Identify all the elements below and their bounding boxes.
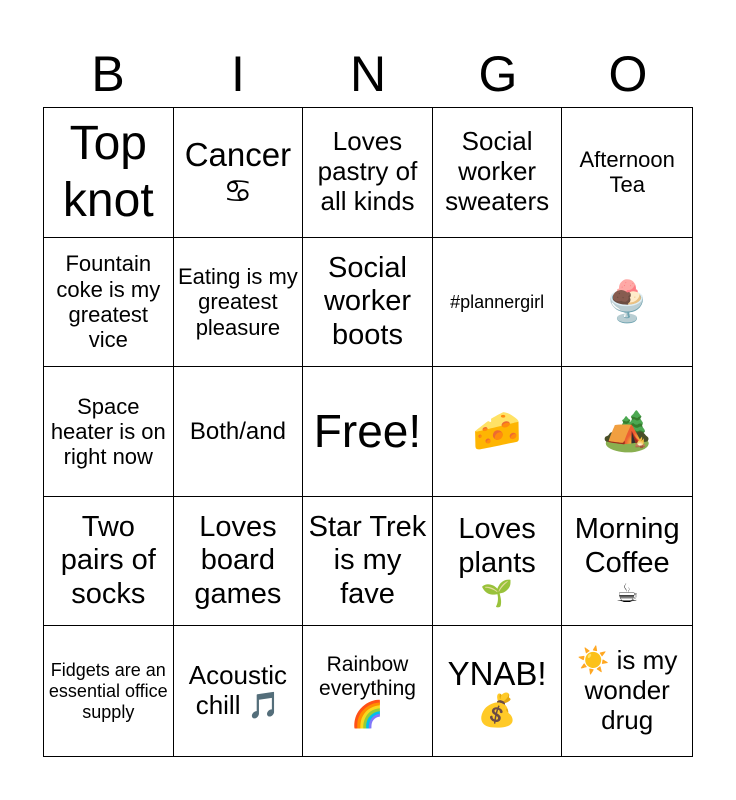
bingo-cell[interactable] bbox=[433, 626, 563, 756]
title-letter-i: I bbox=[231, 46, 245, 102]
cell-text: ☀️ is my wonder drug bbox=[577, 645, 678, 736]
title-letter-g: G bbox=[478, 46, 518, 102]
title-letter-n: N bbox=[349, 46, 387, 102]
bingo-cell[interactable] bbox=[44, 238, 174, 368]
bingo-cell[interactable] bbox=[303, 108, 433, 238]
cell-text: Star Trek is my fave bbox=[308, 511, 427, 610]
title-letter-o: O bbox=[608, 46, 648, 102]
title-letter-b: B bbox=[91, 46, 125, 102]
cell-text: Afternoon Tea bbox=[579, 147, 675, 198]
cell-text: Cancer bbox=[184, 135, 292, 173]
cell-text: Loves board games bbox=[194, 511, 282, 610]
cell-text: Social worker sweaters bbox=[445, 126, 550, 217]
bingo-cell[interactable] bbox=[433, 367, 563, 497]
bingo-cell[interactable] bbox=[562, 626, 692, 756]
rainbow-icon: 🌈 bbox=[351, 700, 384, 731]
cell-text: Both/and bbox=[189, 417, 286, 445]
bingo-cell[interactable] bbox=[174, 626, 304, 756]
bingo-cell[interactable] bbox=[174, 367, 304, 497]
bingo-cell[interactable] bbox=[303, 626, 433, 756]
seedling-icon: 🌱 bbox=[480, 579, 514, 610]
cell-text: #plannergirl bbox=[450, 291, 545, 312]
bingo-cell[interactable] bbox=[562, 108, 692, 238]
cell-text: Eating is my greatest pleasure bbox=[177, 263, 298, 340]
cell-text: Fidgets are an essential office supply bbox=[48, 660, 168, 722]
camping-tent-icon: 🏕️ bbox=[602, 408, 653, 455]
bingo-cell[interactable] bbox=[44, 497, 174, 627]
bingo-cell[interactable] bbox=[433, 108, 563, 238]
bingo-cell[interactable] bbox=[174, 497, 304, 627]
ice-cream-icon: 🍨 bbox=[602, 278, 653, 325]
coffee-cup-icon: ☕ bbox=[615, 579, 639, 610]
bingo-cell[interactable] bbox=[433, 497, 563, 627]
cell-text: Morning Coffee bbox=[574, 513, 680, 579]
bingo-cell[interactable] bbox=[44, 626, 174, 756]
cancer-zodiac-icon: ♋ bbox=[223, 171, 253, 210]
bingo-cell[interactable] bbox=[303, 497, 433, 627]
bingo-cell[interactable] bbox=[562, 238, 692, 368]
cell-text: Fountain coke is my greatest vice bbox=[56, 251, 161, 353]
cell-text: Two pairs of socks bbox=[60, 511, 156, 610]
bingo-cell[interactable] bbox=[303, 238, 433, 368]
bingo-title bbox=[43, 40, 693, 108]
bingo-cell[interactable] bbox=[174, 238, 304, 368]
cell-text: Acoustic chill 🎵 bbox=[188, 660, 288, 721]
cell-text: Loves pastry of all kinds bbox=[317, 126, 418, 217]
bingo-cell[interactable] bbox=[562, 497, 692, 627]
cell-text: Social worker boots bbox=[323, 251, 411, 351]
cell-text: Loves plants bbox=[458, 513, 536, 579]
bingo-cell[interactable] bbox=[433, 238, 563, 368]
cheese-icon: 🧀 bbox=[472, 408, 522, 455]
bingo-cell[interactable] bbox=[44, 367, 174, 497]
cell-text: Rainbow everything bbox=[319, 652, 416, 700]
money-bag-icon: 💰 bbox=[477, 690, 518, 729]
bingo-cell[interactable] bbox=[44, 108, 174, 238]
cell-text: YNAB! bbox=[447, 654, 547, 692]
cell-text: Top knot bbox=[62, 116, 154, 228]
bingo-cell-free[interactable] bbox=[303, 367, 433, 497]
bingo-cell[interactable] bbox=[174, 108, 304, 238]
free-space-label: Free! bbox=[313, 405, 422, 458]
cell-text: Space heater is on right now bbox=[50, 393, 166, 470]
bingo-board bbox=[43, 107, 693, 757]
bingo-cell[interactable] bbox=[562, 367, 692, 497]
